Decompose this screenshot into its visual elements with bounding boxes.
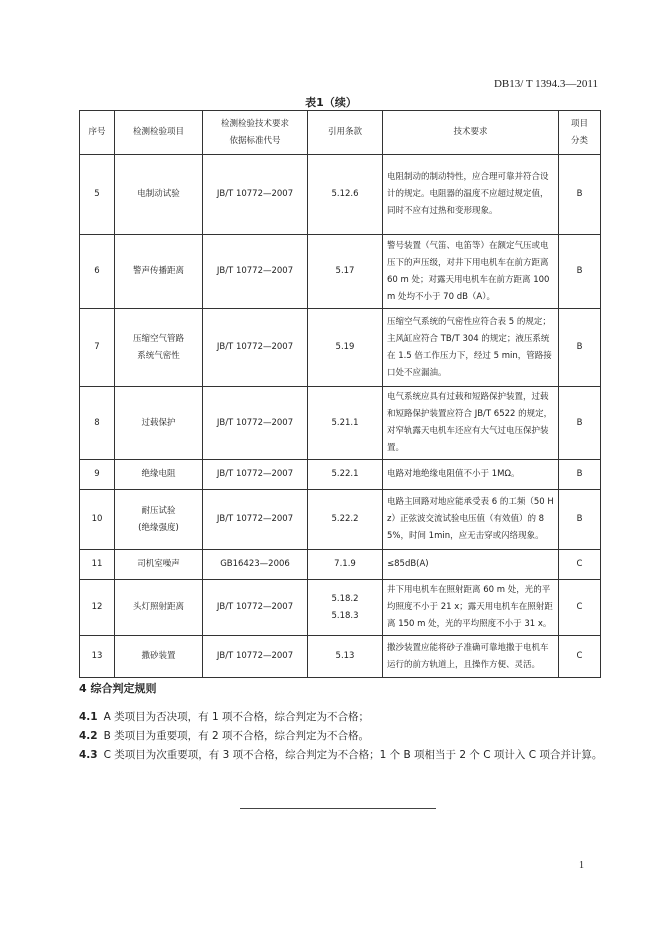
item-category: B xyxy=(559,155,601,235)
row-number: 10 xyxy=(80,490,115,550)
standard-code: GB16423—2006 xyxy=(203,550,308,580)
table-row xyxy=(80,490,601,550)
reference-clause: 7.1.9 xyxy=(308,550,383,580)
table-row xyxy=(80,550,601,580)
reference-clause: 5.21.1 xyxy=(308,387,383,460)
column-header: 项目 分类 xyxy=(559,111,601,155)
item-category: C xyxy=(559,550,601,580)
table-row xyxy=(80,309,601,387)
column-header: 序号 xyxy=(80,111,115,155)
item-category: C xyxy=(559,580,601,636)
rule-text: C 类项目为次重要项，有 3 项不合格，综合判定为不合格；1 个 B 项相当于 2 个 C 项计入 C 项合并计算。 xyxy=(103,749,603,761)
item-category: B xyxy=(559,460,601,490)
table-row xyxy=(80,636,601,678)
column-header: 技术要求 xyxy=(383,111,559,155)
row-number: 5 xyxy=(80,155,115,235)
item-category: C xyxy=(559,636,601,678)
column-header: 检测检验技术要求 依据标准代号 xyxy=(203,111,308,155)
rule-number: 4.2 xyxy=(79,730,98,742)
inspection-item: 警声传播距离 xyxy=(115,235,203,309)
reference-clause: 5.19 xyxy=(308,309,383,387)
technical-requirement: 压缩空气系统的气密性应符合表 5 的规定；主风缸应符合 TB/T 304 的规定；液压系统在 1.5 倍工作压力下，经过 5 min，管路接口处不应漏油。 xyxy=(383,309,559,387)
technical-requirement: 井下用电机车在照射距离 60 m 处，光的平均照度不小于 21 x；露天用电机车在照射距离 150 m 处，光的平均照度不小于 31 x。 xyxy=(383,580,559,636)
rule-text: B 类项目为重要项，有 2 项不合格，综合判定为不合格。 xyxy=(103,730,370,742)
technical-requirement: 电阻制动的制动特性，应合理可靠并符合设计的规定。电阻器的温度不应超过规定值，同时不应有过热和变形现象。 xyxy=(383,155,559,235)
technical-requirement: 撒沙装置应能将砂子准确可靠地撒于电机车运行的前方轨道上，且操作方便、灵活。 xyxy=(383,636,559,678)
reference-clause: 5.22.2 xyxy=(308,490,383,550)
row-number: 6 xyxy=(80,235,115,309)
inspection-table xyxy=(79,110,601,678)
inspection-item: 电制动试验 xyxy=(115,155,203,235)
row-number: 12 xyxy=(80,580,115,636)
standard-code: JB/T 10772—2007 xyxy=(203,460,308,490)
item-category: B xyxy=(559,309,601,387)
reference-clause: 5.22.1 xyxy=(308,460,383,490)
table-row xyxy=(80,580,601,636)
rule-number: 4.3 xyxy=(79,749,98,761)
document-code: DB13/ T 1394.3—2011 xyxy=(493,78,598,90)
standard-code: JB/T 10772—2007 xyxy=(203,387,308,460)
standard-code: JB/T 10772—2007 xyxy=(203,580,308,636)
row-number: 11 xyxy=(80,550,115,580)
technical-requirement: ≤85dB(A) xyxy=(383,550,559,580)
item-category: B xyxy=(559,387,601,460)
standard-code: JB/T 10772—2007 xyxy=(203,490,308,550)
rule-text: A 类项目为否决项，有 1 项不合格，综合判定为不合格； xyxy=(103,711,369,723)
inspection-item: 绝缘电阻 xyxy=(115,460,203,490)
rule-4-2 xyxy=(79,727,604,746)
rule-4-3 xyxy=(79,746,604,765)
item-category: B xyxy=(559,235,601,309)
inspection-item: 头灯照射距离 xyxy=(115,580,203,636)
end-divider xyxy=(240,808,436,809)
row-number: 13 xyxy=(80,636,115,678)
table-row xyxy=(80,155,601,235)
column-header: 检测检验项目 xyxy=(115,111,203,155)
column-header: 引用条款 xyxy=(308,111,383,155)
item-category: B xyxy=(559,490,601,550)
reference-clause: 5.18.2 5.18.3 xyxy=(308,580,383,636)
inspection-item: 司机室噪声 xyxy=(115,550,203,580)
rule-4-1 xyxy=(79,708,604,727)
table-header-row xyxy=(80,111,601,155)
reference-clause: 5.13 xyxy=(308,636,383,678)
standard-code: JB/T 10772—2007 xyxy=(203,155,308,235)
inspection-item: 压缩空气管路 系统气密性 xyxy=(115,309,203,387)
table-row xyxy=(80,387,601,460)
inspection-item: 撒砂装置 xyxy=(115,636,203,678)
page-number: 1 xyxy=(579,860,584,871)
standard-code: JB/T 10772—2007 xyxy=(203,309,308,387)
reference-clause: 5.12.6 xyxy=(308,155,383,235)
inspection-item: 耐压试验 (绝缘强度) xyxy=(115,490,203,550)
technical-requirement: 电路主回路对地应能承受表 6 的工频（50 Hz）正弦波交流试验电压值（有效值）的 85%，时间 1min，应无击穿或闪络现象。 xyxy=(383,490,559,550)
row-number: 7 xyxy=(80,309,115,387)
technical-requirement: 电路对地绝缘电阻值不小于 1MΩ。 xyxy=(383,460,559,490)
row-number: 8 xyxy=(80,387,115,460)
table-row xyxy=(80,235,601,309)
inspection-item: 过载保护 xyxy=(115,387,203,460)
technical-requirement: 警号装置（气笛、电笛等）在额定气压或电压下的声压级，对井下用电机车在前方距离 60 m 处；对露天用电机车在前方距离 100 m 处均不小于 70 dB（A）。 xyxy=(383,235,559,309)
rule-number: 4.1 xyxy=(79,711,98,723)
technical-requirement: 电气系统应具有过载和短路保护装置，过载和短路保护装置应符合 JB/T 6522 的规定，对窄轨露天电机车还应有大气过电压保护装置。 xyxy=(383,387,559,460)
section-heading: 4 综合判定规则 xyxy=(79,682,157,695)
standard-code: JB/T 10772—2007 xyxy=(203,636,308,678)
table-title: 表1（续） xyxy=(305,96,357,109)
standard-code: JB/T 10772—2007 xyxy=(203,235,308,309)
row-number: 9 xyxy=(80,460,115,490)
table-row xyxy=(80,460,601,490)
reference-clause: 5.17 xyxy=(308,235,383,309)
